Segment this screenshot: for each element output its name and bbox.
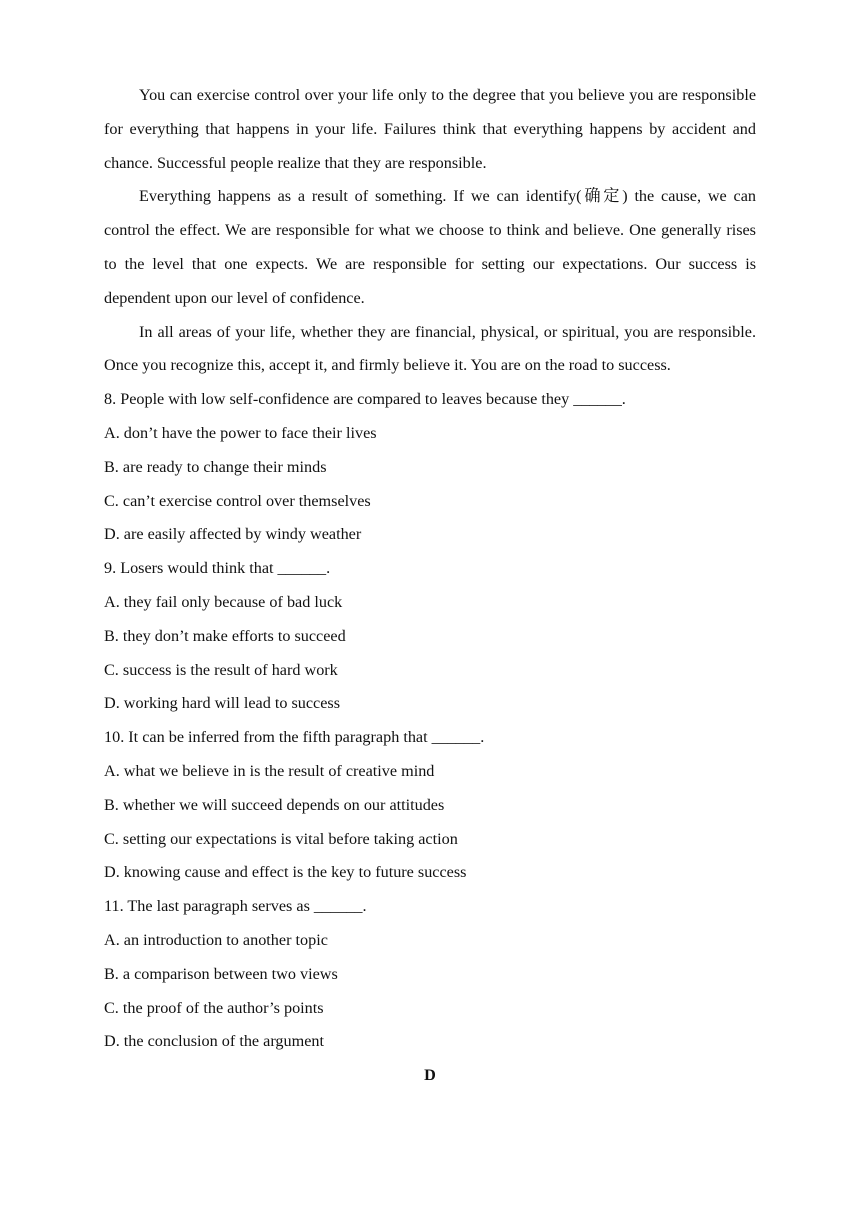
option-a: A. don’t have the power to face their lives — [104, 423, 377, 442]
option-a: A. what we believe in is the result of creative mind — [104, 761, 435, 780]
option-d: D. working hard will lead to success — [104, 694, 341, 713]
option-d: D. knowing cause and effect is the key to future success — [104, 863, 467, 882]
paragraph: You can exercise control over your life only to the degree that you believe you are responsible for everything that happens in your life. Failures think that everything happens by accident and chance. Successful people realize that they are responsible. — [104, 86, 756, 172]
paragraph: In all areas of your life, whether they are financial, physical, or spiritual, you are responsible. Once you recognize this, accept it, and firmly believe it. You are on the road to success. — [104, 322, 756, 375]
option-d: D. are easily affected by windy weather — [104, 525, 362, 544]
question-stem: 8. People with low self-confidence are compared to leaves because they ______. — [104, 390, 626, 409]
question-11 — [104, 890, 756, 1059]
option-c: C. setting our expectations is vital before taking action — [104, 829, 458, 848]
question-9 — [104, 552, 756, 721]
document-page — [104, 79, 756, 1093]
option-c: C. can’t exercise control over themselves — [104, 491, 371, 510]
paragraph: Everything happens as a result of something. If we can identify(确定) the cause, we can control the effect. We are responsible for what we choose to think and believe. One generally rises to the level that one expects. We are responsible for setting our expectations. Our success is dependent upon our level of confidence. — [104, 187, 756, 307]
section-heading: D — [424, 1066, 436, 1085]
option-a: A. an introduction to another topic — [104, 930, 328, 949]
option-c: C. success is the result of hard work — [104, 660, 338, 679]
option-b: B. a comparison between two views — [104, 964, 338, 983]
question-stem: 9. Losers would think that ______. — [104, 559, 331, 578]
option-d: D. the conclusion of the argument — [104, 1032, 324, 1051]
option-b: B. are ready to change their minds — [104, 457, 327, 476]
option-a: A. they fail only because of bad luck — [104, 592, 343, 611]
option-b: B. they don’t make efforts to succeed — [104, 626, 346, 645]
question-8 — [104, 383, 756, 552]
option-c: C. the proof of the author’s points — [104, 998, 324, 1017]
question-stem: 10. It can be inferred from the fifth paragraph that ______. — [104, 728, 485, 747]
option-b: B. whether we will succeed depends on our attitudes — [104, 795, 445, 814]
question-stem: 11. The last paragraph serves as ______. — [104, 897, 367, 916]
question-10 — [104, 721, 756, 890]
